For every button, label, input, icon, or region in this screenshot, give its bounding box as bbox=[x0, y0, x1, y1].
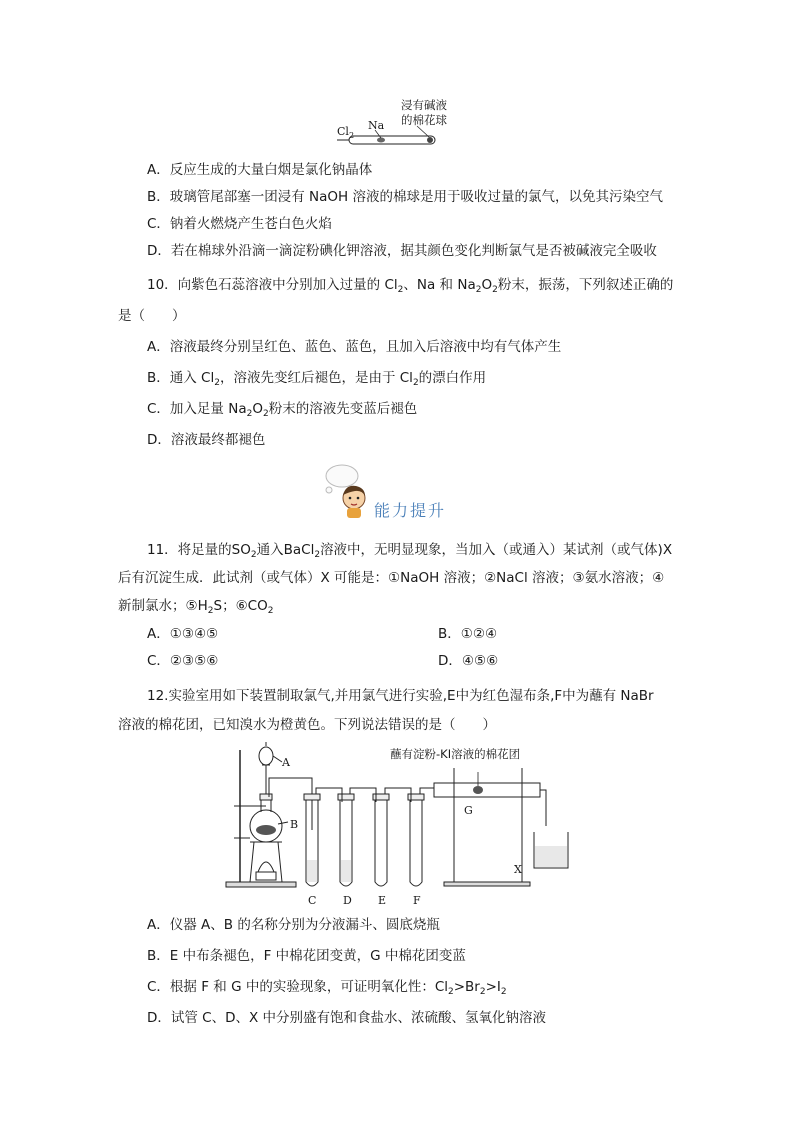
section-title: 能力提升 bbox=[374, 501, 447, 520]
q12-option-d: D．试管 C、D、X 中分别盛有饱和食盐水、浓硫酸、氢氧化钠溶液 bbox=[147, 1010, 547, 1026]
q11-option-a: A．①③④⑤ bbox=[147, 626, 219, 642]
q10-option-a: A．溶液最终分别呈红色、蓝色、蓝色，且加入后溶液中均有气体产生 bbox=[147, 339, 562, 355]
glass-tube bbox=[349, 136, 435, 144]
label-g: G bbox=[464, 804, 473, 817]
q12-option-b: B．E 中布条褪色，F 中棉花团变黄，G 中棉花团变蓝 bbox=[147, 948, 466, 964]
label-b: B bbox=[290, 818, 299, 831]
q11-stem-line2: 后有沉淀生成．此试剂（或气体）X 可能是：①NaOH 溶液；②NaCl 溶液；③氨水溶液；④ bbox=[118, 570, 665, 586]
label-na: Na bbox=[368, 119, 385, 132]
label-x: X bbox=[514, 863, 522, 876]
label-cotton-line2: 的棉花球 bbox=[401, 113, 447, 127]
q11-option-d: D．④⑤⑥ bbox=[438, 653, 499, 669]
q9-option-c: C．钠着火燃烧产生苍白色火焰 bbox=[147, 216, 332, 232]
q11-stem-line1: 11．将足量的$SO_2$通入BaCl$_2$溶液中，无明显现象，当加入（或通入）某试剂（或气体)X bbox=[147, 542, 673, 560]
label-c: C bbox=[308, 894, 317, 907]
q11-option-c: C．②③⑤⑥ bbox=[147, 653, 219, 669]
sodium-piece bbox=[377, 138, 385, 143]
q12-option-c: C．根据 F 和 G 中的实验现象，可证明氧化性：$Cl_2>Br_2>I_2$ bbox=[147, 979, 507, 997]
label-a: A bbox=[282, 756, 290, 769]
q9-option-b: B．玻璃管尾部塞一团浸有 NaOH 溶液的棉球是用于吸收过量的氯气，以免其污染空气 bbox=[147, 189, 663, 205]
q12-stem-line2: 溶液的棉花团，已知溴水为橙黄色。下列说法错误的是（ ） bbox=[118, 717, 496, 733]
q12-stem-line1: 12.实验室用如下装置制取氯气,并用氯气进行实验,E中为红色湿布条,F中为蘸有 NaBr bbox=[147, 688, 654, 704]
q9-option-a: A．反应生成的大量白烟是氯化钠晶体 bbox=[147, 162, 373, 178]
label-cotton-line1: 浸有碱液 bbox=[401, 98, 447, 112]
label-starch-ki-cotton: 蘸有淀粉-KI溶液的棉花团 bbox=[390, 747, 521, 761]
chlorine-apparatus-figure bbox=[216, 742, 580, 908]
q11-stem-line3: 新制氯水；$⑤H_2S$；$⑥CO_2$ bbox=[118, 598, 274, 616]
q12-option-a: A．仪器 A、B 的名称分别为分液漏斗、圆底烧瓶 bbox=[147, 917, 440, 933]
label-d: D bbox=[343, 894, 352, 907]
q10-stem-line2: 是（ ） bbox=[118, 308, 186, 324]
q11-option-b: B．①②④ bbox=[438, 626, 498, 642]
label-e: E bbox=[378, 894, 387, 907]
q9-option-d: D．若在棉球外沿滴一滴淀粉碘化钾溶液，据其颜色变化判断氯气是否被碱液完全吸收 bbox=[147, 243, 657, 259]
q10-option-c: C．加入足量 $Na_2O_2$粉末的溶液先变蓝后褪色 bbox=[147, 401, 418, 419]
cartoon-boy-icon bbox=[322, 462, 378, 520]
label-cl2: $Cl_2$ bbox=[337, 125, 355, 140]
sodium-chlorine-apparatus-figure bbox=[335, 96, 460, 152]
cotton-ball bbox=[427, 137, 433, 143]
q10-option-b: B．通入 $Cl_2$，溶液先变红后褪色，是由于 $Cl_2$的漂白作用 bbox=[147, 370, 487, 388]
q10-option-d: D．溶液最终都褪色 bbox=[147, 432, 266, 448]
label-f: F bbox=[413, 894, 421, 907]
q10-stem-line1: 10．向紫色石蕊溶液中分别加入过量的 $Cl_2$、Na 和 $Na_2O_2$粉末，振荡，下列叙述正确的 bbox=[147, 277, 674, 295]
